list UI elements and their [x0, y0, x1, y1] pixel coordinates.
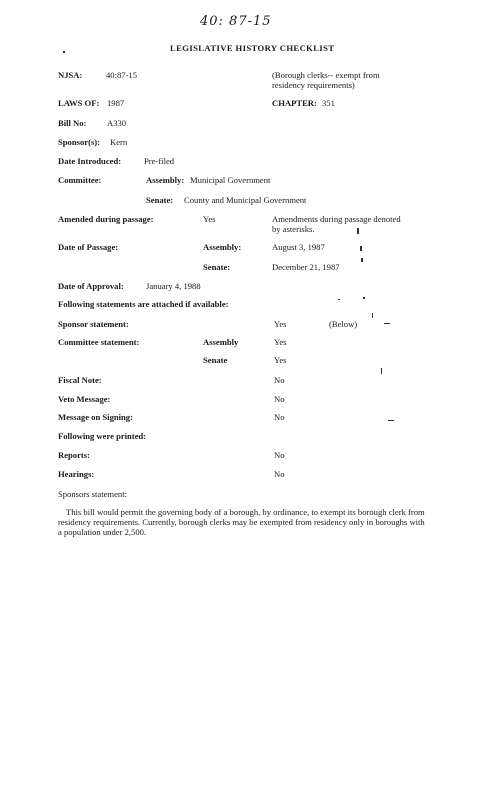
scan-mark [360, 246, 362, 251]
sponsor-value: Kern [110, 137, 128, 147]
veto-value: No [274, 394, 285, 404]
sponsor-label: Sponsor(s): [58, 137, 101, 147]
njsa-note-line1: (Borough clerks-- exempt from [272, 70, 380, 80]
signing-value: No [274, 412, 285, 422]
amended-label: Amended during passage: [58, 214, 154, 224]
scan-mark [381, 368, 382, 374]
scan-mark [357, 228, 359, 234]
sponsor-statement-value: Yes [274, 319, 287, 329]
chapter-value: 351 [322, 98, 335, 108]
scan-mark [388, 420, 394, 421]
statement-paragraph: This bill would permit the governing body of a borough, by ordinance, to exempt its borough clerk from residency requirements. Currently, borough clerks may be exempted from residency only in boroughs with a population under 2,500. [58, 507, 425, 537]
veto-label: Veto Message: [58, 394, 111, 404]
fiscal-note-value: No [274, 375, 285, 385]
scan-mark [361, 258, 363, 262]
introduced-value: Pre-filed [144, 156, 175, 166]
njsa-label: NJSA: [58, 70, 83, 80]
committee-statement-label: Committee statement: [58, 337, 140, 347]
printed-heading: Following were printed: [58, 431, 147, 441]
sponsor-statement-note: (Below) [329, 319, 358, 329]
committee-assembly-label: Assembly: [146, 175, 185, 185]
scan-mark [372, 313, 373, 318]
reports-value: No [274, 450, 285, 460]
approval-label: Date of Approval: [58, 281, 124, 291]
amended-note-line2: by asterisks. [272, 224, 315, 234]
committee-statement-assembly-label: Assembly [203, 337, 239, 347]
chapter-label: CHAPTER: [272, 98, 317, 108]
scan-mark [63, 51, 65, 53]
handwritten-reference: 40: 87-15 [200, 14, 272, 29]
hearings-value: No [274, 469, 285, 479]
passage-assembly-value: August 3, 1987 [272, 242, 325, 252]
sponsors-statement-label: Sponsors statement: [58, 489, 127, 499]
njsa-value: 40:87-15 [106, 70, 138, 80]
committee-statement-senate-label: Senate [203, 355, 228, 365]
passage-senate-label: Senate: [203, 262, 231, 272]
committee-label: Committee: [58, 175, 102, 185]
committee-statement-senate-value: Yes [274, 355, 287, 365]
page-title: LEGISLATIVE HISTORY CHECKLIST [170, 43, 335, 53]
committee-assembly-value: Municipal Government [190, 175, 271, 185]
scan-mark [384, 323, 390, 324]
njsa-note-line2: residency requirements) [272, 80, 355, 90]
passage-assembly-label: Assembly: [203, 242, 242, 252]
approval-value: January 4, 1988 [146, 281, 201, 291]
introduced-label: Date Introduced: [58, 156, 122, 166]
bill-value: A330 [107, 118, 127, 128]
reports-label: Reports: [58, 450, 90, 460]
scan-mark [338, 299, 340, 300]
attached-heading: Following statements are attached if available: [58, 299, 229, 309]
passage-label: Date of Passage: [58, 242, 119, 252]
hearings-label: Hearings: [58, 469, 95, 479]
laws-value: 1987 [107, 98, 125, 108]
scan-mark [363, 297, 365, 299]
committee-statement-assembly-value: Yes [274, 337, 287, 347]
sponsor-statement-label: Sponsor statement: [58, 319, 129, 329]
committee-senate-value: County and Municipal Government [184, 195, 307, 205]
fiscal-note-label: Fiscal Note: [58, 375, 102, 385]
laws-label: LAWS OF: [58, 98, 100, 108]
passage-senate-value: December 21, 1987 [272, 262, 340, 272]
amended-note-line1: Amendments during passage denoted [272, 214, 401, 224]
signing-label: Message on Signing: [58, 412, 133, 422]
committee-senate-label: Senate: [146, 195, 174, 205]
bill-label: Bill No: [58, 118, 87, 128]
amended-value: Yes [203, 214, 216, 224]
